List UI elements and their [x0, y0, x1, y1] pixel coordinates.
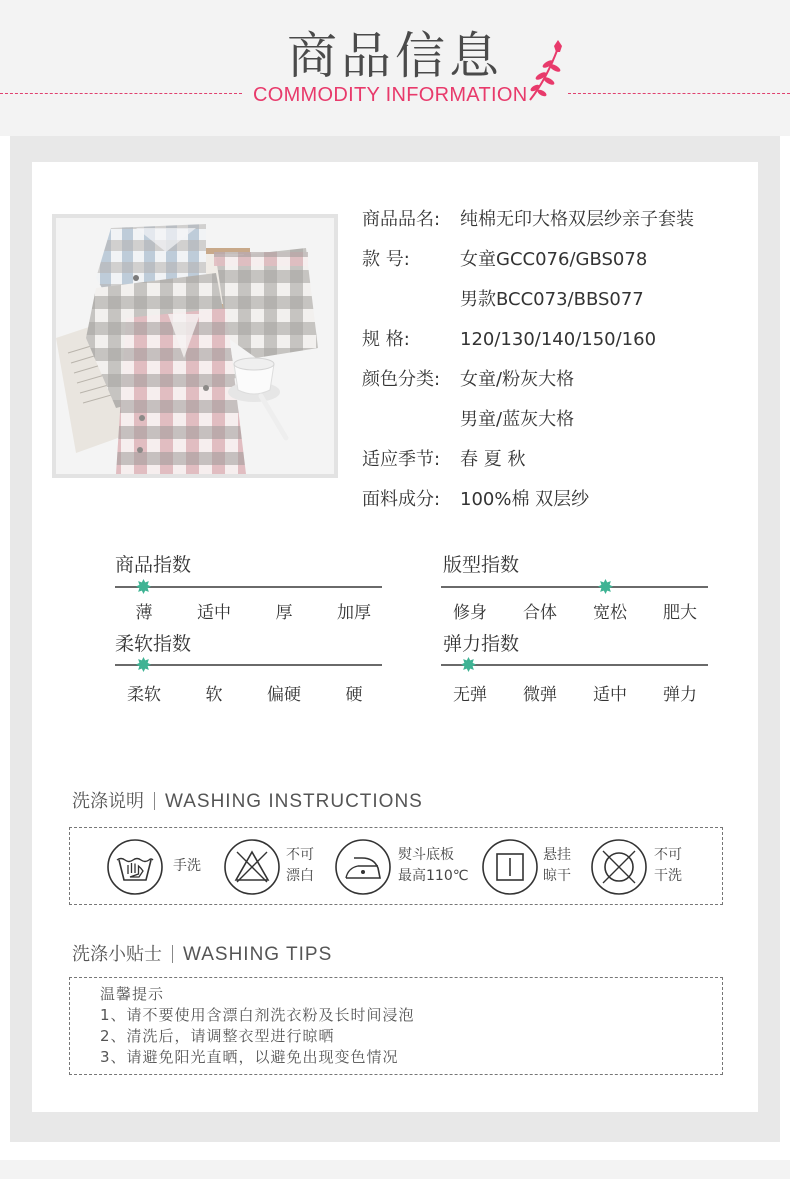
header-divider-right	[568, 93, 790, 94]
index-option: 微弹	[523, 685, 557, 705]
iron-label: 熨斗底板 最高110℃	[398, 847, 469, 884]
index-option: 适中	[593, 685, 627, 705]
page-subtitle: COMMODITY INFORMATION	[253, 84, 528, 106]
tip-item: 1、请不要使用含漂白剂洗衣粉及长时间浸泡	[100, 1006, 415, 1024]
spec-row-style-2: 男款BCC073/BBS077	[460, 289, 644, 310]
index-scale-line	[441, 664, 708, 666]
index-indicator-icon	[461, 657, 476, 672]
no-tumble-dry-icon	[590, 838, 648, 896]
index-title: 弹力指数	[443, 633, 520, 655]
index-option: 厚	[275, 603, 293, 623]
index-option: 薄	[135, 603, 153, 623]
index-option: 无弹	[453, 685, 487, 705]
index-option: 合体	[523, 603, 557, 623]
bleach-label: 不可 漂白	[286, 847, 314, 884]
spec-row-size: 规 格: 120/130/140/150/160	[362, 329, 657, 350]
index-option: 修身	[453, 603, 487, 623]
spec-row-fabric: 面料成分: 100%棉 双层纱	[362, 489, 590, 510]
flower-sprig-icon	[524, 40, 568, 104]
index-option: 软	[205, 685, 223, 705]
dry-clean-label: 不可 干洗	[654, 847, 682, 884]
wash-label: 手洗	[173, 858, 201, 874]
washing-section-title: 洗涤说明 WASHING INSTRUCTIONS	[72, 791, 423, 812]
product-photo	[52, 214, 338, 478]
index-option: 柔软	[127, 685, 161, 705]
index-indicator-icon	[136, 657, 151, 672]
iron-icon	[334, 838, 392, 896]
page-title: 商品信息	[287, 27, 503, 85]
hand-wash-icon	[106, 838, 164, 896]
index-option: 适中	[197, 603, 231, 623]
index-option: 弹力	[663, 685, 697, 705]
hang-dry-icon	[481, 838, 539, 896]
header-band	[0, 0, 790, 136]
index-scale-line	[115, 664, 382, 666]
index-title: 柔软指数	[115, 633, 192, 655]
tip-item: 2、清洗后，请调整衣型进行晾晒	[100, 1027, 335, 1045]
spec-row-color: 颜色分类: 女童/粉灰大格	[362, 369, 575, 390]
index-indicator-icon	[136, 579, 151, 594]
spec-row-style: 款 号: 女童GCC076/GBS078	[362, 249, 648, 270]
index-indicator-icon	[598, 579, 613, 594]
spec-row-color-2: 男童/蓝灰大格	[460, 409, 575, 430]
no-bleach-icon	[223, 838, 281, 896]
index-scale-line	[115, 586, 382, 588]
spec-row-season: 适应季节: 春 夏 秋	[362, 449, 526, 470]
bottom-strip	[0, 1160, 790, 1179]
index-option: 偏硬	[267, 685, 301, 705]
index-option: 硬	[345, 685, 363, 705]
index-option: 加厚	[337, 603, 371, 623]
tips-heading: 温馨提示	[100, 985, 165, 1003]
spec-row-name: 商品品名: 纯棉无印大格双层纱亲子套装	[362, 209, 694, 230]
tips-section-title: 洗涤小贴士 WASHING TIPS	[72, 944, 333, 965]
washing-tips-list	[100, 984, 415, 1068]
index-option: 宽松	[593, 603, 627, 623]
header-divider-left	[0, 93, 242, 94]
index-title: 版型指数	[443, 554, 520, 576]
tip-item: 3、请避免阳光直晒，以避免出现变色情况	[100, 1048, 399, 1066]
hang-dry-label: 悬挂 晾干	[543, 847, 571, 884]
index-scale-line	[441, 586, 708, 588]
index-option: 肥大	[663, 603, 697, 623]
index-title: 商品指数	[115, 554, 192, 576]
